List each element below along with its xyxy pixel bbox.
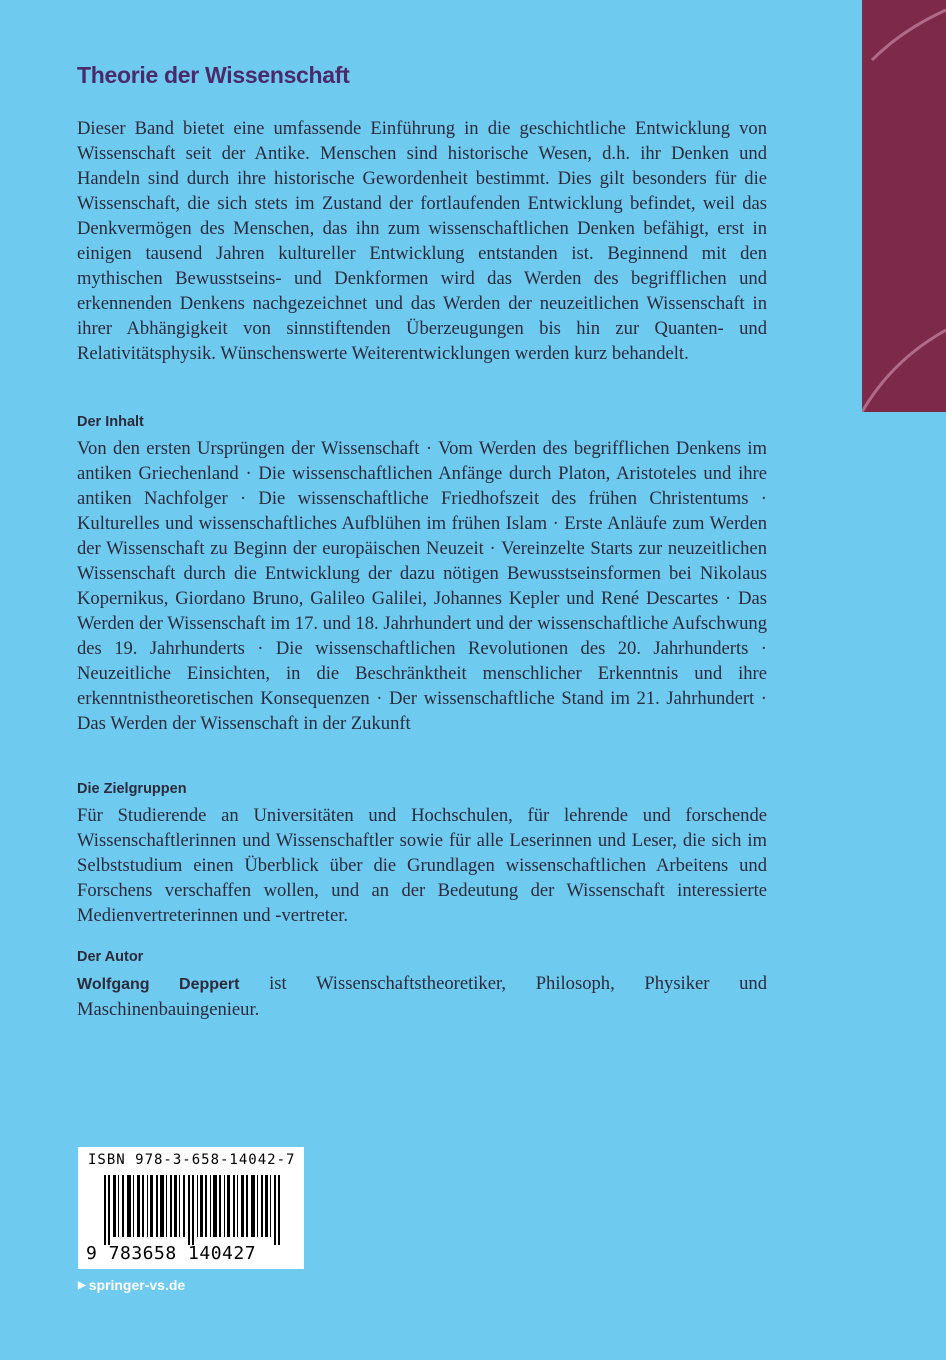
audience-paragraph: Für Studierende an Universitäten und Hochschulen, für lehrende und forschende Wissenschaftlerinnen und Wissenschaftler sowie für alle Leserinnen und Leser, die sich im Selbststudium einen Überblick über die Grundlagen wissenschaftlichen Arbeitens und Forschens verschaffen wollen, und an der Bedeutung der Wissenschaft interessierte Medienvertreterinnen und -vertreter. (77, 805, 767, 926)
author-bio: ist Wissenschaftstheoretiker, Philosoph, Physiker und Maschinenbauingenieur. (77, 973, 768, 1020)
website-link[interactable] (78, 1277, 185, 1293)
author-name: Wolfgang Deppert (77, 976, 240, 993)
barcode-bars-icon (104, 1175, 294, 1245)
isbn-text: ISBN 978-3-658-14042-7 (88, 1152, 296, 1168)
corner-curve-graphic (862, 0, 946, 412)
audience-heading: Die Zielgruppen (77, 781, 187, 797)
contents-paragraph: Von den ersten Ursprüngen der Wissenschaft · Vom Werden des begrifflichen Denkens im antiken Griechenland · Die wissenschaftlichen Anfänge durch Platon, Aristoteles und ihre antiken Nachfolger · Die wissenschaftliche Friedhofszeit des frühen Christentums · Kulturelles und wissenschaftliches Aufblühen im frühen Islam · Erste Anläufe zum Werden der Wissenschaft zu Beginn der europäischen Neuzeit · Vereinzelte Starts zur neuzeitlichen Wissenschaft durch die Entwicklung der dazu nötigen Bewusstseinsformen bei Nikolaus Kopernikus, Giordano Bruno, Galileo Galilei, Johannes Kepler und René Descartes · Das Werden der Wissenschaft im 17. und 18. Jahrhundert und der wissenschaftliche Aufschwung des 19. Jahrhunderts · Die wissenschaftlichen Revolutionen des 20. Jahrhunderts · Neuzeitliche Einsichten, in die Beschränktheit menschlicher Erkenntnis und ihre erkenntnistheoretischen Konsequenzen · Der wissenschaftliche Stand im 21. Jahrhundert · Das Werden der Wissenschaft in der Zukunft (77, 438, 767, 734)
author-paragraph (77, 971, 767, 1022)
website-text: springer-vs.de (88, 1277, 186, 1293)
arrow-right-icon: ▶ (78, 1279, 86, 1291)
corner-decoration (862, 0, 946, 412)
author-heading: Der Autor (77, 949, 144, 965)
ean-digits: 9 783658 140427 (86, 1243, 257, 1264)
intro-paragraph: Dieser Band bietet eine umfassende Einführung in die geschichtliche Entwicklung von Wissenschaft seit der Antike. Menschen sind historische Wesen, d.h. ihr Denken und Handeln sind durch ihre historische Gewordenheit bestimmt. Dies gilt besonders für die Wissenschaft, die sich stets im Zustand der fortlaufenden Entwicklung befindet, weil das Denkvermögen des Menschen, das ihn zum wissenschaftlichen Denken befähigt, erst in einigen tausend Jahren kultureller Entwicklung entstanden ist. Beginnend mit den mythischen Bewusstseins- und Denkformen wird das Werden des begrifflichen und erkennenden Denkens nachgezeichnet und das Werden der neuzeitlichen Wissenschaft in ihrer Abhängigkeit von sinnstiftenden Überzeugungen bis hin zur Quanten- und Relativitätsphysik. Wünschenswerte Weiterentwicklungen werden kurz behandelt. (77, 118, 767, 364)
contents-heading: Der Inhalt (77, 414, 144, 430)
barcode (78, 1147, 304, 1269)
book-title: Theorie der Wissenschaft (77, 62, 350, 88)
